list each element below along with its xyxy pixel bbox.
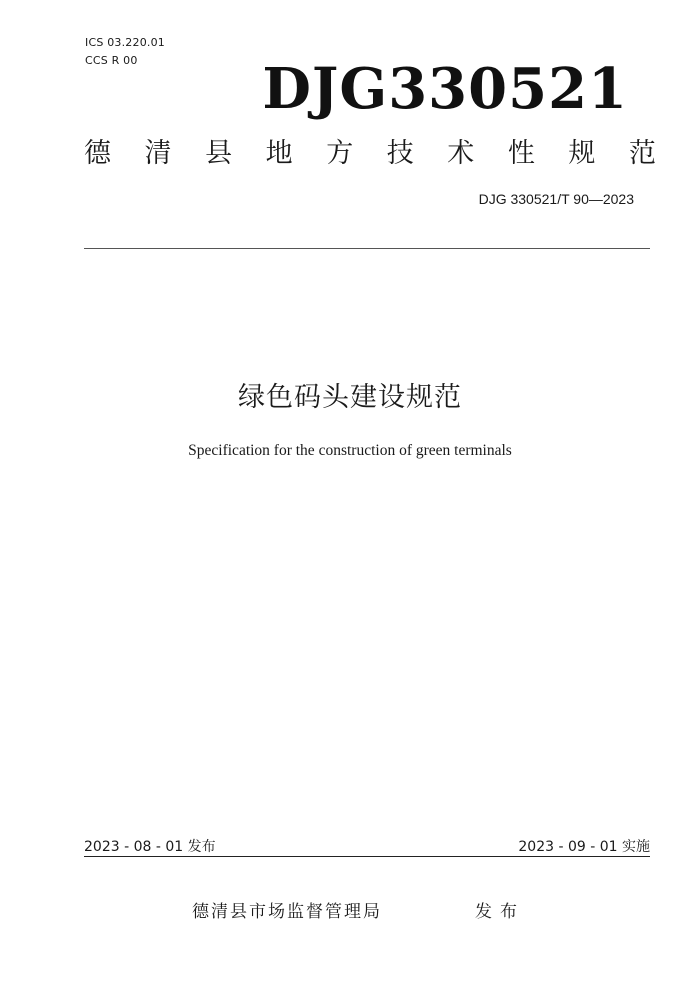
category-char: 县	[205, 138, 233, 169]
category-char: 技	[386, 138, 414, 169]
document-title-english: Specification for the construction of green terminals	[188, 442, 512, 459]
ccs-code: CCS R 00	[85, 54, 138, 67]
document-title-chinese: 绿色码头建设规范	[238, 382, 462, 413]
category-char: 规	[568, 138, 596, 169]
category-char: 地	[265, 138, 293, 169]
issue-label: 发布	[475, 902, 525, 922]
category-char: 方	[326, 138, 354, 169]
issue-date: 2023 - 08 - 01 发布	[84, 839, 216, 855]
ics-code: ICS 03.220.01	[85, 36, 165, 49]
standard-code: DJG330521	[262, 56, 628, 122]
standard-category	[84, 136, 656, 172]
category-char: 范	[628, 138, 656, 169]
category-char: 清	[144, 138, 172, 169]
category-char: 术	[447, 138, 475, 169]
standard-number: DJG 330521/T 90—2023	[478, 191, 634, 207]
issuing-authority: 德清县市场监督管理局	[192, 902, 382, 922]
header-divider	[84, 248, 650, 249]
implementation-date: 2023 - 09 - 01 实施	[518, 839, 650, 855]
footer-divider	[84, 856, 650, 857]
category-char: 德	[84, 138, 111, 169]
category-char: 性	[507, 138, 535, 169]
